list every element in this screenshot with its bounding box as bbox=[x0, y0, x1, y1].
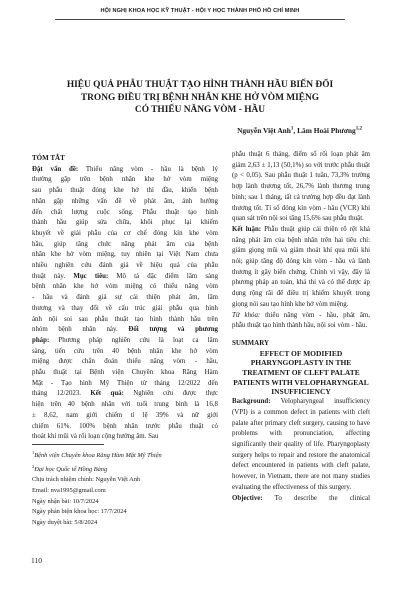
text-run: Mặt - Tạo hình Mỹ Thiện từ tháng 12/2022 đến bbox=[32, 379, 218, 387]
text-line bbox=[32, 272, 218, 283]
text-line bbox=[32, 368, 218, 379]
header-rule bbox=[55, 19, 345, 20]
author-affiliation: 1 bbox=[290, 126, 294, 132]
text-run: giảm 2,63 ± 1,13 (50,1%) so với trước phẫu thuật bbox=[232, 161, 370, 169]
text-line bbox=[232, 440, 370, 451]
abstract-right-column bbox=[232, 150, 370, 504]
footnote-text: Ngày phản biện khoa học: 17/7/2024 bbox=[32, 508, 127, 516]
text-line bbox=[32, 208, 218, 219]
text-run: evaluating the effectiveness of this surgery. bbox=[232, 483, 352, 491]
text-run: thương và thay đổi về cấu trúc giải phẫu qua hình bbox=[32, 304, 218, 312]
english-title bbox=[232, 349, 370, 398]
text-line bbox=[232, 311, 370, 322]
text-run: hiện trên 40 bệnh nhân với tuổi trung bình là 16,8 bbox=[32, 401, 218, 409]
text-run: palate after primary cleft surgery, causing to have bbox=[232, 419, 370, 427]
text-line bbox=[232, 182, 370, 193]
text-run: bệnh nhân khe hở vòm miệng có thiểu năng vòm bbox=[32, 283, 218, 291]
text-line bbox=[232, 257, 370, 268]
text-run: thương tốt. Tỉ số đóng kín vòm - hầu (VCR) khi bbox=[232, 204, 370, 212]
footnote-marker: 2 bbox=[32, 463, 35, 469]
footnote-text: Chịu trách nhiệm chính: Nguyễn Việt Anh bbox=[32, 476, 141, 484]
text-line bbox=[32, 250, 218, 261]
text-line bbox=[32, 218, 218, 229]
text-line bbox=[32, 261, 218, 272]
text-run: thương ít gây biến chứng. Chính vì vậy, đây là bbox=[232, 268, 370, 276]
text-run: surgery helps to repair and restore the anatomical bbox=[232, 451, 370, 459]
author-name: Nguyễn Việt Anh bbox=[237, 126, 291, 135]
text-run: Velopharyngeal insufficiency bbox=[270, 398, 370, 406]
inline-heading: Từ khóa: bbox=[232, 311, 261, 319]
text-run: thiểu năng vòm - hầu, phát âm, bbox=[260, 311, 370, 319]
text-line bbox=[232, 494, 370, 505]
text-run: thoát khí mũi và rối loạn cộng hưởng âm. Sau bbox=[32, 433, 159, 441]
text-run: chiếm 61%. 100% bệnh nhân trước phẫu thuật có bbox=[32, 422, 218, 430]
title-line: HIỆU QUẢ PHẪU THUẬT TẠO HÌNH THÀNH HẦU BIẾN ĐỔI bbox=[66, 80, 334, 90]
english-title-line: TREATMENT OF CLEFT PALATE bbox=[242, 368, 360, 378]
text-line bbox=[32, 422, 218, 433]
text-run: however, in Vietnam, there are not many studies bbox=[232, 473, 370, 481]
text-line bbox=[32, 411, 218, 422]
footnote-text: Đại học Quốc tế Hồng Bàng bbox=[34, 465, 108, 473]
text-run: nhiều nghiên cứu đánh giá về hiệu quả của phẫu bbox=[32, 262, 218, 270]
text-run: dụng rộng rãi để điều trị khiếm khuyết trong bbox=[232, 290, 370, 298]
text-run: năng phát âm của bệnh nhân trên hai tiêu chí: bbox=[232, 236, 370, 244]
text-line bbox=[232, 236, 370, 247]
text-run: giọng nói sau tạo hình khe hở vòm miệng. bbox=[232, 300, 349, 308]
text-line bbox=[232, 321, 370, 332]
inline-heading: Kết luận: bbox=[232, 225, 262, 233]
inline-heading: Kết quả: bbox=[90, 390, 124, 398]
conference-header: HỘI NGHỊ KHOA HỌC KỸ THUẬT - HỘI Y HỌC THÀNH PHỐ HỒ CHÍ MINH bbox=[100, 8, 300, 14]
text-line bbox=[232, 171, 370, 182]
text-line bbox=[32, 186, 218, 197]
text-line bbox=[232, 472, 370, 483]
text-run: hầu, giúp tăng chức năng phát âm của bệnh bbox=[32, 240, 218, 248]
author-separator: , bbox=[293, 126, 298, 135]
text-run: Phương pháp nghiên cứu là loạt ca lâm bbox=[49, 336, 218, 344]
text-line bbox=[232, 204, 370, 215]
text-line bbox=[32, 400, 218, 411]
text-line bbox=[232, 278, 370, 289]
footnote-text: Email: nva1995@gmail.com bbox=[32, 487, 106, 495]
text-run: tháng 12/2023. bbox=[32, 390, 91, 398]
footnote-text: Ngày duyệt bài: 5/8/2024 bbox=[32, 518, 98, 526]
text-run: Phẫu thuật giúp cải thiện rõ rệt khả bbox=[261, 225, 370, 233]
text-run: nói; giúp tăng độ đóng kín vòm - hầu và lành bbox=[232, 258, 370, 266]
author-line bbox=[237, 126, 362, 135]
footnote bbox=[32, 475, 218, 486]
text-line bbox=[32, 229, 218, 240]
text-run: Nghiên cứu được thực bbox=[123, 390, 218, 398]
author-name: Lâm Hoài Phương bbox=[297, 126, 356, 135]
inline-heading: Background: bbox=[232, 398, 271, 406]
text-line bbox=[232, 150, 370, 161]
text-line bbox=[232, 225, 370, 236]
text-line bbox=[232, 419, 370, 430]
text-run: phẫu thuật tạo hình thành hầu, nội soi vòm - hầu. bbox=[232, 322, 368, 330]
text-run: đến chất lượng cuộc sống. Phẫu thuật tạo hình bbox=[32, 208, 218, 216]
summary-heading: SUMMARY bbox=[232, 338, 270, 347]
text-line bbox=[32, 379, 218, 390]
title-line: TRONG ĐIỀU TRỊ BỆNH NHÂN KHE HỞ VÒM MIỆNG bbox=[80, 92, 320, 103]
text-line bbox=[32, 165, 218, 176]
text-run: (p < 0,05). Sau phẫu thuật 1 tuần, 73,3% trường bbox=[232, 172, 370, 180]
text-line bbox=[232, 193, 370, 204]
text-run: nhân khe hở vòm miệng, tuy nhiên tại Việt Nam chưa bbox=[32, 251, 218, 259]
text-run: bình; sau 1 tháng, tất cả trường hợp đều đạt lành bbox=[232, 193, 370, 201]
english-title-line: PHARYNGOPLASTY IN THE bbox=[250, 358, 352, 368]
text-run: nhóm bệnh nhân này. bbox=[32, 326, 129, 334]
text-line bbox=[232, 429, 370, 440]
text-line bbox=[232, 451, 370, 462]
text-line bbox=[32, 347, 218, 358]
text-run: problems with pronunciation, affecting bbox=[232, 430, 370, 438]
text-run: ± 8,62, nam giới chiếm tỉ lệ 39% và nữ giới bbox=[32, 411, 218, 419]
article-title bbox=[40, 79, 360, 117]
text-line bbox=[232, 408, 370, 419]
text-run: - hầu và đánh giá sự cải thiện phát âm, lâm bbox=[32, 294, 218, 302]
text-line bbox=[32, 315, 218, 326]
text-run: giảm giọng mũi và giảm thoát khí qua mũi khi bbox=[232, 247, 370, 255]
text-line bbox=[32, 282, 218, 293]
footnote-rule bbox=[32, 444, 104, 445]
text-run: defect encountered in patients with cleft palate, bbox=[232, 462, 370, 470]
text-line bbox=[232, 461, 370, 472]
text-line bbox=[32, 293, 218, 304]
text-run: ảnh nội soi sau phẫu thuật tạo hình thành hầu trên bbox=[32, 315, 218, 323]
inline-heading: Objective: bbox=[232, 494, 263, 502]
text-line bbox=[32, 240, 218, 251]
text-run: quan sát trên nội soi tăng 15,6% sau phẫu thuật. bbox=[232, 215, 364, 223]
footnote-marker: 1 bbox=[32, 450, 35, 455]
english-title-line: PATIENTS WITH VELOPHARYNGEAL bbox=[233, 377, 369, 387]
text-run: (VPI) is a common defect in patients with cleft bbox=[232, 408, 370, 416]
footnote bbox=[32, 507, 218, 518]
text-run: nhân gặp những vấn đề về phát âm, ảnh hưởng bbox=[32, 197, 218, 205]
text-run: miệng được chẩn đoán thiểu năng vòm - hầu, bbox=[32, 358, 218, 366]
text-line bbox=[232, 246, 370, 257]
abstract-heading: TÓM TẮT bbox=[32, 154, 65, 162]
text-run: sau phẫu thuật đóng khe hở thì đầu, khiến bệnh bbox=[32, 187, 218, 195]
text-line bbox=[32, 389, 218, 400]
english-title-line: EFFECT OF MODIFIED bbox=[259, 348, 343, 358]
text-line bbox=[32, 197, 218, 208]
text-run: hợp lành thương tốt, 26,7% lành thương trung bbox=[232, 183, 370, 191]
text-line bbox=[232, 214, 370, 225]
author-affiliation: 1,2 bbox=[355, 126, 362, 132]
abstract-vi-left-column bbox=[32, 153, 218, 443]
text-line bbox=[232, 300, 370, 311]
text-line bbox=[32, 432, 218, 443]
inline-heading: Đặt vấn đề: bbox=[32, 165, 79, 173]
text-run: khuyết về giải phẫu của cơ chế đóng kín khe vòm bbox=[32, 229, 218, 237]
footnotes bbox=[32, 444, 218, 528]
text-run: phẫu thuật tại Bệnh viện Chuyên khoa Răng Hàm bbox=[32, 369, 218, 377]
inline-heading: Đối tượng và phương bbox=[128, 326, 218, 334]
footnote bbox=[32, 486, 218, 497]
text-run: phẫu thuật 6 tháng, điểm số rối loạn phát âm bbox=[232, 151, 370, 158]
text-line bbox=[232, 483, 370, 494]
footnote bbox=[32, 448, 218, 462]
text-line bbox=[32, 304, 218, 315]
text-line bbox=[232, 397, 370, 408]
text-line bbox=[232, 161, 370, 172]
text-line bbox=[32, 325, 218, 336]
text-line bbox=[232, 268, 370, 279]
text-line bbox=[232, 289, 370, 300]
footnote-text: Ngày nhận bài: 10/7/2024 bbox=[32, 497, 99, 505]
footnote bbox=[32, 462, 218, 476]
text-run: sàng, tiến cứu trên 40 bệnh nhân khe hở vòm bbox=[32, 347, 218, 355]
text-run: To describe the clinical bbox=[262, 494, 370, 502]
text-run: Mô tả đặc điểm lâm sàng bbox=[108, 272, 218, 280]
footnote-text: Bệnh viện Chuyên khoa Răng Hàm Mặt Mỹ Thiện bbox=[34, 452, 162, 460]
footnote bbox=[32, 518, 218, 529]
text-run: thuật này. bbox=[32, 272, 74, 280]
footnote bbox=[32, 497, 218, 508]
text-line bbox=[32, 357, 218, 368]
english-title-line: INSUFFICIENCY bbox=[271, 387, 331, 397]
text-line bbox=[32, 175, 218, 186]
inline-heading: pháp: bbox=[32, 336, 50, 344]
text-run: significantly their quality of life. Pharyngoplasty bbox=[232, 440, 370, 448]
text-run: thành hầu giúp sửa chữa, khôi phục lại khiếm bbox=[32, 219, 218, 227]
text-run: thường gặp trên bệnh nhân khe hở vòm miệng bbox=[32, 176, 218, 184]
page-number: 110 bbox=[31, 556, 43, 565]
text-run: phương pháp an toàn, khả thi và có thể được áp bbox=[232, 279, 370, 287]
title-line: CÓ THIỂU NĂNG VÒM - HẦU bbox=[134, 105, 266, 116]
text-run: Thiểu năng vòm - hầu là bệnh lý bbox=[78, 165, 218, 173]
text-line bbox=[32, 336, 218, 347]
inline-heading: Mục tiêu: bbox=[73, 272, 109, 280]
